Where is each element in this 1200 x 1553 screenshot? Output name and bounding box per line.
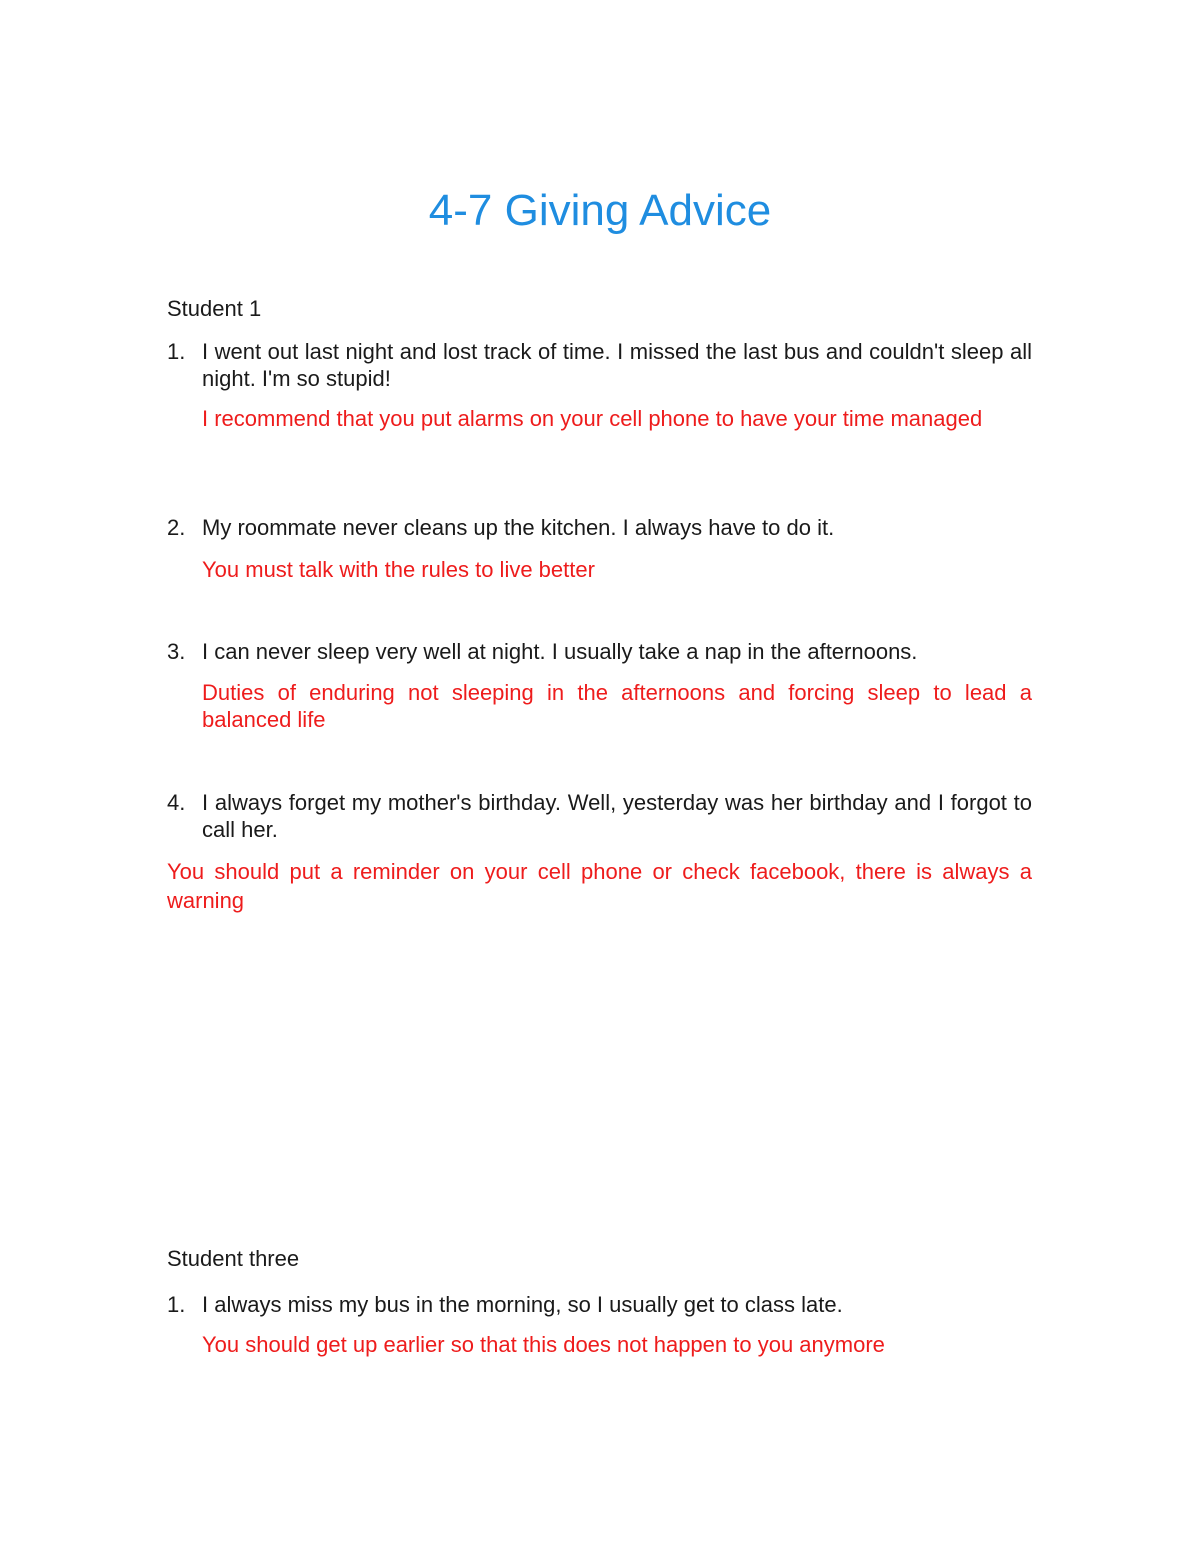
answer-text: Duties of enduring not sleeping in the afternoons and forcing sleep to lead a balanced life bbox=[202, 680, 1032, 732]
question-number: 2. bbox=[167, 515, 186, 540]
answer-text: You should put a reminder on your cell phone or check facebook, there is always a warning bbox=[167, 859, 1032, 913]
question-item bbox=[167, 338, 1032, 392]
question-text: I can never sleep very well at night. I usually take a nap in the afternoons. bbox=[202, 639, 918, 664]
question-item bbox=[167, 638, 1032, 665]
section-label-student-three: Student three bbox=[167, 1246, 300, 1271]
question-text: I always miss my bus in the morning, so I usually get to class late. bbox=[202, 1292, 843, 1317]
question-number: 1. bbox=[167, 1292, 186, 1317]
answer-text: You should get up earlier so that this does not happen to you anymore bbox=[202, 1332, 885, 1357]
question-text: My roommate never cleans up the kitchen. I always have to do it. bbox=[202, 515, 835, 540]
answer-text: You must talk with the rules to live better bbox=[202, 557, 595, 582]
question-number: 1. bbox=[167, 339, 186, 364]
question-item bbox=[167, 1291, 1032, 1318]
section-label-student-1: Student 1 bbox=[167, 296, 262, 321]
answer-text: I recommend that you put alarms on your cell phone to have your time managed bbox=[202, 406, 983, 431]
question-item bbox=[167, 514, 1032, 541]
question-number: 4. bbox=[167, 790, 186, 815]
question-text: I went out last night and lost track of time. I missed the last bus and couldn't sleep all night. I'm so stupid! bbox=[202, 339, 1032, 391]
question-item bbox=[167, 789, 1032, 843]
question-number: 3. bbox=[167, 639, 186, 664]
question-text: I always forget my mother's birthday. Well, yesterday was her birthday and I forgot to call her. bbox=[202, 790, 1032, 842]
page-title: 4-7 Giving Advice bbox=[428, 186, 772, 235]
